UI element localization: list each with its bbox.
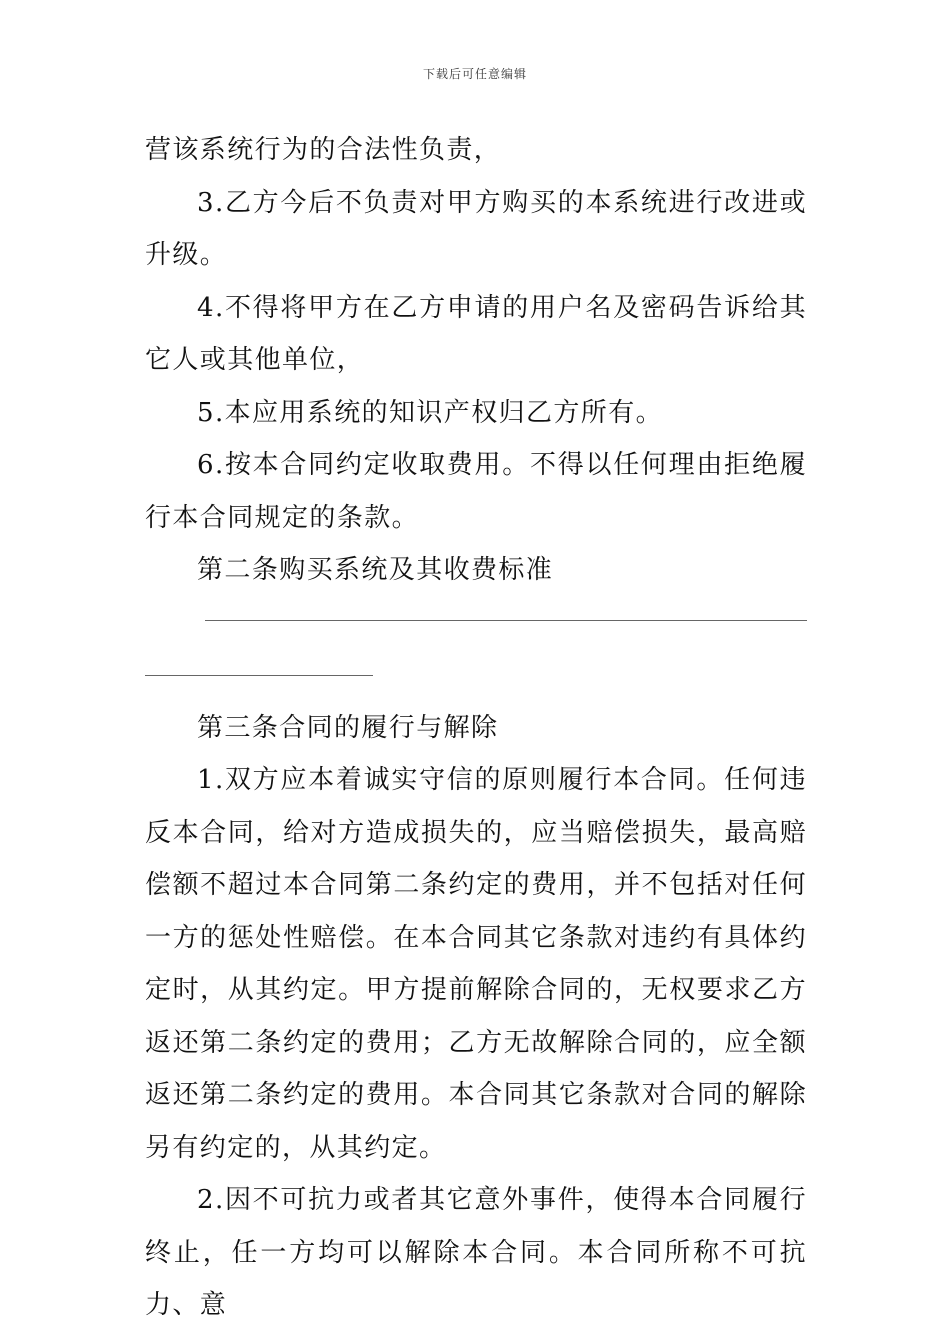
article-3-item-1: 1.双方应本着诚实守信的原则履行本合同。任何违反本合同，给对方造成损失的，应当赔偿损失，最高赔偿额不超过本合同第二条约定的费用，并不包括对任何一方的惩处性赔偿。在本合同其它条款对违约有具体约定时，从其约定。甲方提前解除合同的，无权要求乙方返还第二条约定的费用；乙方无故解除合同的，应全额返还第二条约定的费用。本合同其它条款对合同的解除另有约定的，从其约定。 (145, 765, 807, 1163)
paragraph-continuation: 营该系统行为的合法性负责， (145, 135, 502, 165)
clause-item-3: 3.乙方今后不负责对甲方购买的本系统进行改进或升级。 (145, 187, 807, 270)
clause-item-6: 6.按本合同约定收取费用。不得以任何理由拒绝履行本合同规定的条款。 (145, 450, 807, 533)
document-body (145, 124, 807, 1332)
clause-item-5: 5.本应用系统的知识产权归乙方所有。 (197, 397, 664, 428)
blank-line-short (145, 675, 373, 676)
blank-line-long (205, 620, 807, 621)
page-header-note: 下载后可任意编辑 (422, 67, 527, 81)
article-2-heading: 第二条购买系统及其收费标准 (197, 555, 554, 585)
article-3-item-2: 2.因不可抗力或者其它意外事件，使得本合同履行终止，任一方均可以解除本合同。本合同所称不可抗力、意 (145, 1185, 807, 1320)
article-3-heading: 第三条合同的履行与解除 (197, 712, 499, 743)
fill-in-blank (145, 597, 807, 702)
clause-item-4: 4.不得将甲方在乙方申请的用户名及密码告诉给其它人或其他单位， (145, 292, 807, 375)
